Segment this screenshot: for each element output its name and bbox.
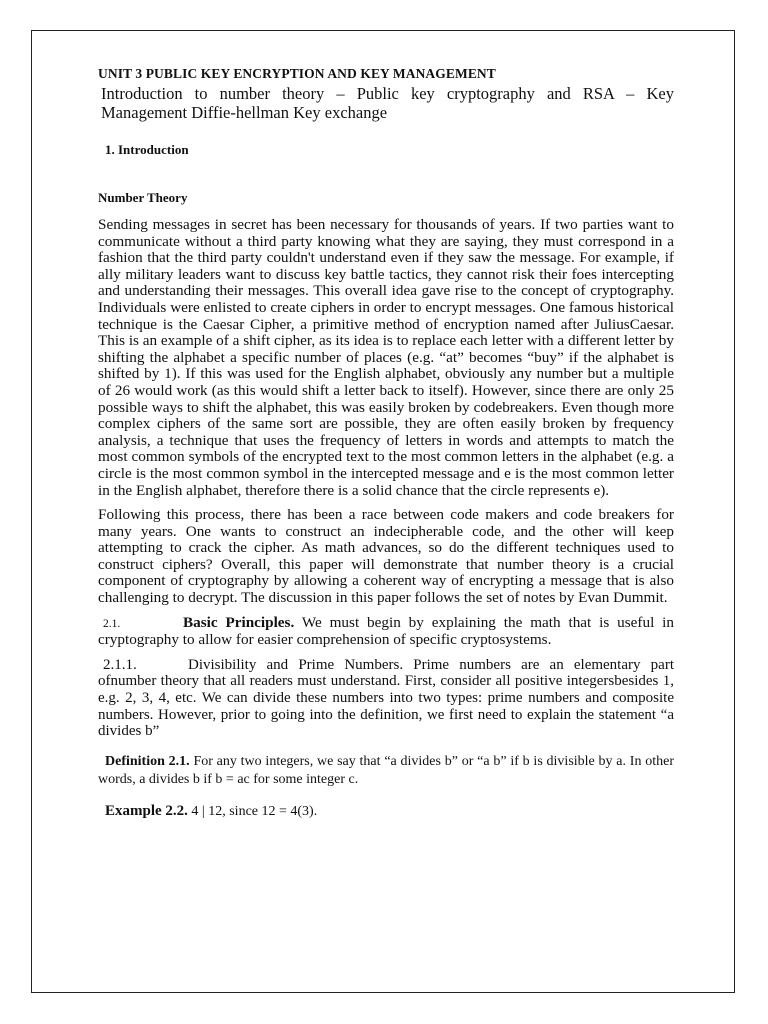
paragraph-history: Sending messages in secret has been necessary for thousands of years. If two parties want to communicate without a third party knowing what they are saying, they must correspond in a fashion that the third party couldn't understand even if they saw the message. For example, if ally military leaders want to discuss key battle tactics, they cannot risk their foes intercepting and understanding their messages. This overall idea gave rise to the concept of cryptography. Individuals were enlisted to create ciphers in order to encrypt messages. One famous historical technique is the Caesar Cipher, a primitive method of encryption named after JuliusCaesar. This is an example of a shift cipher, as its idea is to replace each letter with a different letter by shifting the alphabet a specific number of places (e.g. “at” becomes “buy” if the alphabet is shifted by 1). If this was used for the English alphabet, obviously any number but a multiple of 26 would work (as this would shift a letter back to itself). However, since there are only 25 possible ways to shift the alphabet, this was easily broken by codebreakers. Even though more complex ciphers of the same sort are possible, they are often easily broken by frequency analysis, a technique that uses the frequency of letters in words and attempts to match the most common symbols of the encrypted text to the most common letters in the alphabet (e.g. a circle is the most common symbol in the intercepted message and e is the most common letter in the English alphabet, therefore there is a solid chance that the circle represents e). xyxy=(98,216,674,499)
section-number: 2.1. xyxy=(103,617,121,630)
document-content xyxy=(98,63,674,834)
definition-label: Definition 2.1. xyxy=(105,753,190,769)
definition-paragraph xyxy=(98,753,674,789)
section-heading-introduction: 1. Introduction xyxy=(105,142,189,157)
unit-title: UNIT 3 PUBLIC KEY ENCRYPTION AND KEY MANAGEMENT xyxy=(98,66,496,81)
example-paragraph xyxy=(105,803,674,820)
document-subtitle: Introduction to number theory – Public key cryptography and RSA – Key Management Diffie-hellman Key exchange xyxy=(101,84,674,122)
topic-heading-number-theory: Number Theory xyxy=(98,190,188,205)
subsection-number: 2.1.1. xyxy=(103,656,137,673)
basic-principles-text: We must begin by explaining the math that is useful in cryptography to allow for easier comprehension of specific cryptosystems. xyxy=(98,613,674,649)
paragraph-race: Following this process, there has been a race between code makers and code breakers for many years. One wants to construct an indecipherable code, and the other will keep attempting to crack the cipher. As math advances, so do the different techniques used to construct ciphers? Overall, this paper will demonstrate that number theory is a crucial component of cryptography by allowing a coherent way of encrypting a message that is also challenging to decrypt. The discussion in this paper follows the set of notes by Evan Dummit. xyxy=(98,506,674,607)
basic-principles-heading: Basic Principles. xyxy=(183,613,295,631)
example-label: Example 2.2. xyxy=(105,802,188,819)
definition-text: For any two integers, we say that “a divides b” or “a b” if b is divisible by a. In other words, a divides b if b = ac for some integer c. xyxy=(98,753,674,787)
example-text: 4 | 12, since 12 = 4(3). xyxy=(187,803,318,819)
divisibility-paragraph xyxy=(98,657,674,740)
divisibility-text: Divisibility and Prime Numbers. Prime numbers are an elementary part ofnumber theory that all readers must understand. First, consider all positive integersbesides 1, e.g. 2, 3, 4, etc. We can divide these numbers into two types: prime numbers and composite numbers. However, prior to going into the definition, we first need to explain the statement “a divides b” xyxy=(98,656,674,740)
basic-principles-paragraph xyxy=(98,615,674,649)
